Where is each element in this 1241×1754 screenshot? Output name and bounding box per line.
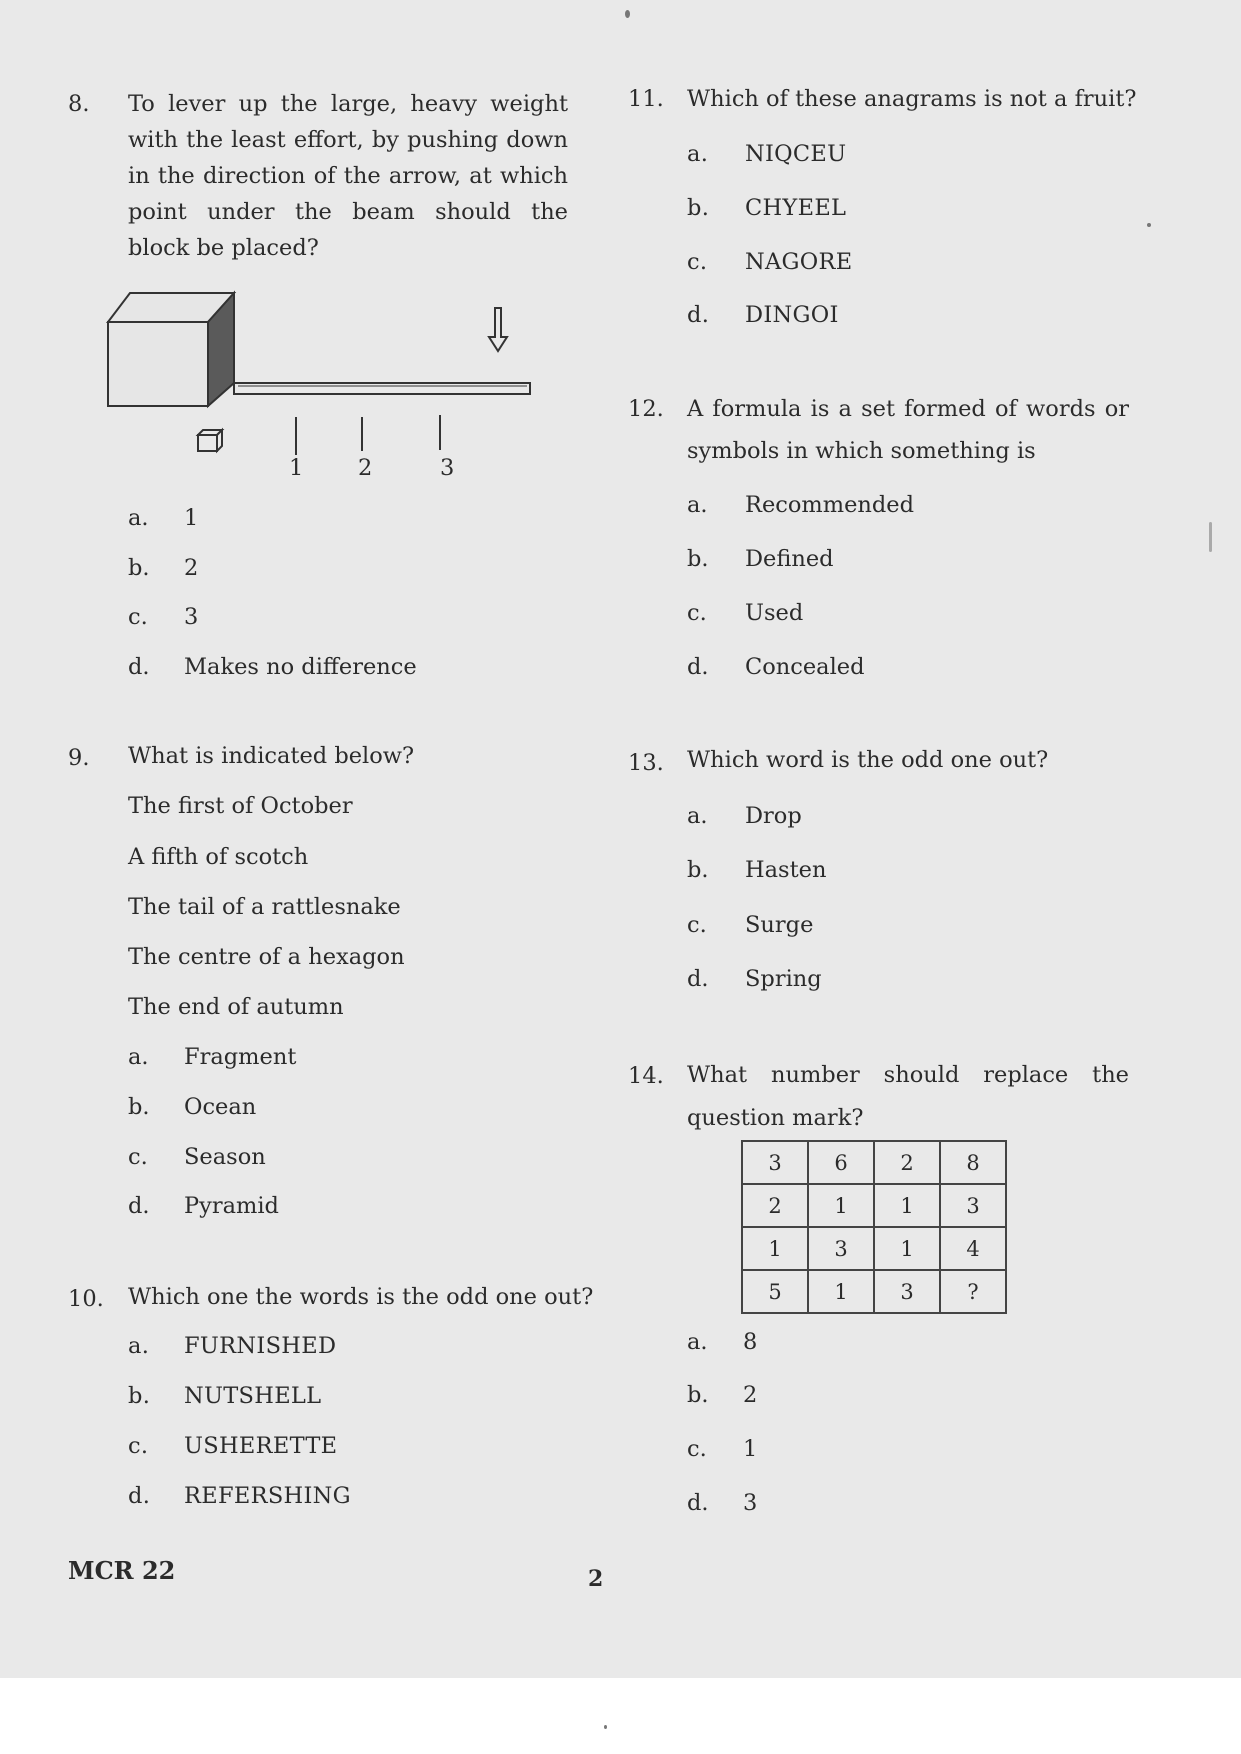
grid-cell: 1 xyxy=(808,1184,874,1227)
option-text: 2 xyxy=(743,1382,758,1408)
grid-cell: 5 xyxy=(742,1270,808,1313)
option-text: Drop xyxy=(745,803,802,829)
option-text: Hasten xyxy=(745,857,827,883)
grid-row xyxy=(742,1227,1006,1270)
option-text: Makes no difference xyxy=(184,654,417,680)
lever-diagram xyxy=(100,285,540,485)
option-text: Used xyxy=(745,600,804,626)
option-letter: c. xyxy=(687,1436,707,1462)
option-text: USHERETTE xyxy=(184,1433,338,1459)
q8-stem: To lever up the large, heavy weight with the least effort, by pushing down in the direction of the arrow, at which point under the beam should the block be placed? xyxy=(128,91,568,261)
grid-cell: ? xyxy=(940,1270,1006,1313)
option-letter: a. xyxy=(128,1044,149,1070)
option-letter: b. xyxy=(128,555,150,581)
option-letter: c. xyxy=(687,912,707,938)
option-letter: b. xyxy=(687,195,710,221)
grid-cell: 3 xyxy=(940,1184,1006,1227)
option-letter: a. xyxy=(687,1329,708,1355)
page-number: 2 xyxy=(588,1566,604,1592)
option-letter: a. xyxy=(128,505,149,531)
option-letter: b. xyxy=(687,546,709,572)
option-letter: a. xyxy=(687,141,709,167)
q9-clue-line: The first of October xyxy=(128,793,353,819)
q8-number: 8. xyxy=(68,91,90,117)
q9-clue-line: A fifth of scotch xyxy=(128,844,309,870)
grid-row xyxy=(742,1184,1006,1227)
q9-clue-line: The centre of a hexagon xyxy=(128,944,405,970)
grid-cell: 6 xyxy=(808,1141,874,1184)
lever-beam xyxy=(234,383,530,394)
option-text: 8 xyxy=(743,1329,758,1355)
option-text: 2 xyxy=(184,555,199,581)
q14-number: 14. xyxy=(628,1063,664,1089)
point-label-3: 3 xyxy=(440,455,455,481)
grid-cell: 1 xyxy=(742,1227,808,1270)
grid-cell: 3 xyxy=(874,1270,940,1313)
option-text: Season xyxy=(184,1144,266,1170)
option-text: FURNISHED xyxy=(184,1333,337,1359)
option-letter: d. xyxy=(128,1483,151,1509)
grid-cell: 8 xyxy=(940,1141,1006,1184)
q12-stem: A formula is a set formed of words or symbols in which something is xyxy=(687,396,1129,464)
option-text: NAGORE xyxy=(745,249,853,275)
q10-stem: Which one the words is the odd one out? xyxy=(128,1284,594,1310)
q12-number: 12. xyxy=(628,396,664,422)
option-letter: a. xyxy=(687,492,708,518)
option-text: Concealed xyxy=(745,654,865,680)
number-grid xyxy=(741,1140,1007,1314)
option-text: 3 xyxy=(184,604,199,630)
scan-speck xyxy=(604,1725,607,1729)
scan-speck xyxy=(1147,223,1151,227)
grid-row xyxy=(742,1141,1006,1184)
option-letter: a. xyxy=(128,1333,150,1359)
q9-clue-line: The end of autumn xyxy=(128,994,344,1020)
option-letter: c. xyxy=(687,249,708,275)
grid-cell: 1 xyxy=(874,1227,940,1270)
option-letter: c. xyxy=(128,604,148,630)
point-label-1: 1 xyxy=(289,455,304,481)
q11-stem: Which of these anagrams is not a fruit? xyxy=(687,86,1137,112)
option-text: Pyramid xyxy=(184,1193,279,1219)
grid-cell: 4 xyxy=(940,1227,1006,1270)
option-letter: a. xyxy=(687,803,708,829)
grid-cell: 1 xyxy=(874,1184,940,1227)
option-letter: d. xyxy=(128,654,150,680)
point-label-2: 2 xyxy=(358,455,373,481)
option-letter: b. xyxy=(687,1382,709,1408)
option-text: Fragment xyxy=(184,1044,297,1070)
option-letter: d. xyxy=(687,654,709,680)
option-letter: c. xyxy=(687,600,707,626)
option-letter: d. xyxy=(687,966,709,992)
document-code: MCR 22 xyxy=(68,1556,176,1585)
option-text: DINGOI xyxy=(745,302,839,328)
option-letter: b. xyxy=(128,1383,151,1409)
small-block-icon xyxy=(198,430,222,451)
option-letter: b. xyxy=(128,1094,150,1120)
grid-cell: 3 xyxy=(808,1227,874,1270)
option-letter: b. xyxy=(687,857,709,883)
option-text: 1 xyxy=(184,505,199,531)
q13-stem: Which word is the odd one out? xyxy=(687,747,1049,773)
option-letter: c. xyxy=(128,1433,149,1459)
option-text: Recommended xyxy=(745,492,915,518)
option-text: Ocean xyxy=(184,1094,257,1120)
scan-speck xyxy=(625,10,630,18)
option-text: Surge xyxy=(745,912,814,938)
grid-cell: 1 xyxy=(808,1270,874,1313)
option-text: 1 xyxy=(743,1436,758,1462)
q11-number: 11. xyxy=(628,86,664,112)
option-letter: c. xyxy=(128,1144,148,1170)
option-text: NUTSHELL xyxy=(184,1383,322,1409)
heavy-weight-cube xyxy=(108,293,234,406)
grid-cell: 2 xyxy=(874,1141,940,1184)
scan-speck xyxy=(1209,522,1212,552)
grid-cell: 2 xyxy=(742,1184,808,1227)
option-text: Defined xyxy=(745,546,834,572)
option-text: NIQCEU xyxy=(745,141,847,167)
option-text: 3 xyxy=(743,1490,758,1516)
q9-stem: What is indicated below? xyxy=(128,743,415,769)
q14-stem: What number should replace the question mark? xyxy=(687,1062,1129,1131)
option-letter: d. xyxy=(687,1490,709,1516)
q9-clue-line: The tail of a rattlesnake xyxy=(128,894,401,920)
option-letter: d. xyxy=(687,302,710,328)
option-text: CHYEEL xyxy=(745,195,847,221)
option-letter: d. xyxy=(128,1193,150,1219)
q13-number: 13. xyxy=(628,750,664,776)
grid-row xyxy=(742,1270,1006,1313)
down-arrow-icon xyxy=(489,308,507,351)
q9-number: 9. xyxy=(68,745,90,771)
q10-number: 10. xyxy=(68,1286,104,1312)
option-text: REFERSHING xyxy=(184,1483,351,1509)
option-text: Spring xyxy=(745,966,822,992)
grid-cell: 3 xyxy=(742,1141,808,1184)
